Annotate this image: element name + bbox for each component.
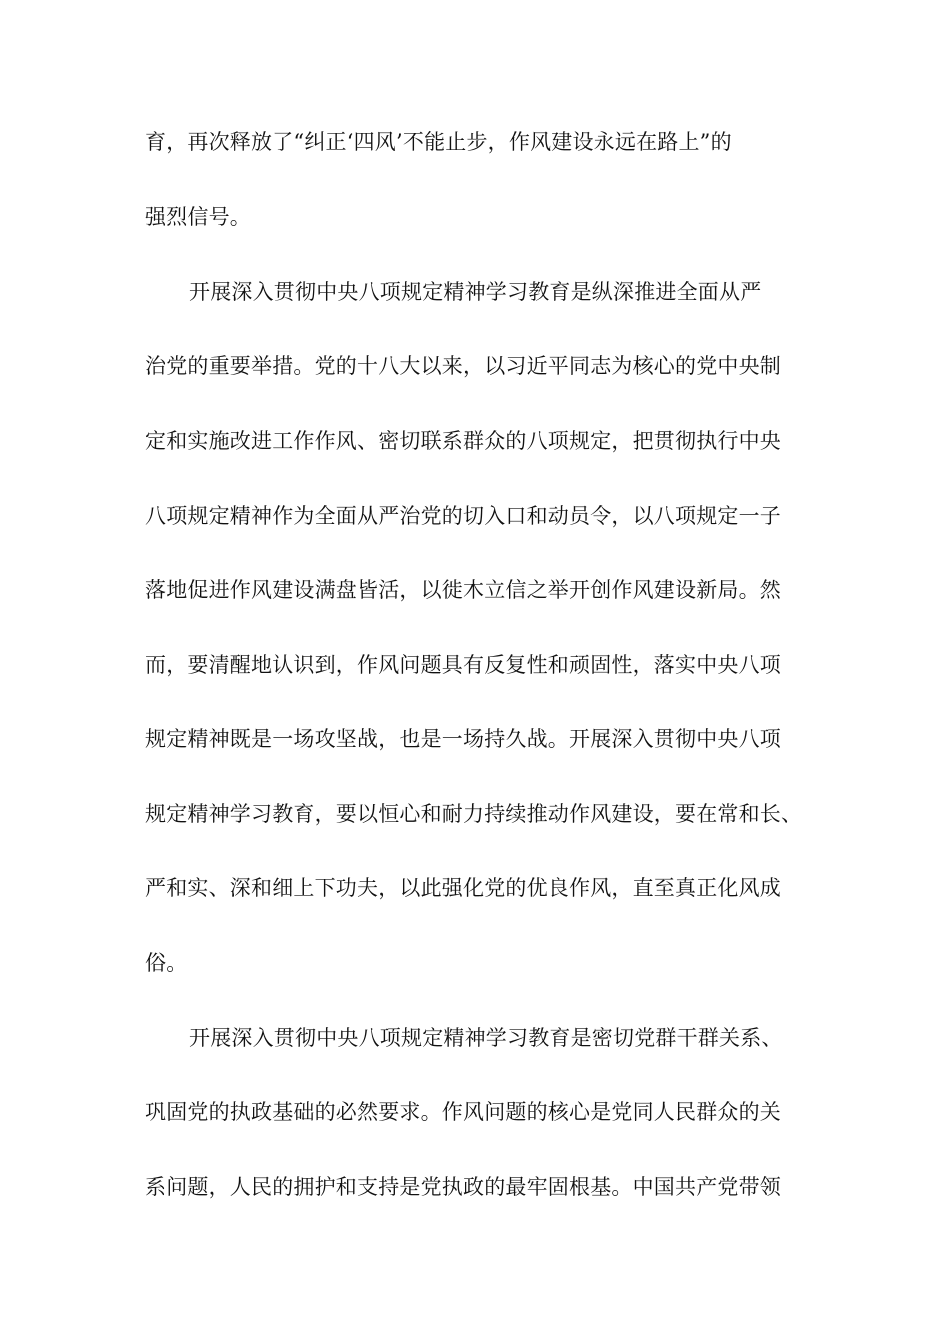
text-line: 俗。 <box>145 951 188 975</box>
paragraph-first-line: 开展深入贯彻中央八项规定精神学习教育是密切党群干群关系、 <box>189 1026 783 1050</box>
paragraph-first-line: 开展深入贯彻中央八项规定精神学习教育是纵深推进全面从严 <box>189 280 762 304</box>
text-line: 强烈信号。 <box>145 205 251 229</box>
text-line: 规定精神学习教育，要以恒心和耐力持续推动作风建设，要在常和长、 <box>145 802 803 826</box>
text-line: 巩固党的执政基础的必然要求。作风问题的核心是党同人民群众的关 <box>145 1100 781 1124</box>
text-line: 八项规定精神作为全面从严治党的切入口和动员令，以八项规定一子 <box>145 504 781 528</box>
text-line: 规定精神既是一场攻坚战，也是一场持久战。开展深入贯彻中央八项 <box>145 727 781 751</box>
text-line: 系问题，人民的拥护和支持是党执政的最牢固根基。中国共产党带领 <box>145 1175 781 1199</box>
text-line: 定和实施改进工作作风、密切联系群众的八项规定，把贯彻执行中央 <box>145 429 781 453</box>
text-line: 严和实、深和细上下功夫，以此强化党的优良作风，直至真正化风成 <box>145 876 781 900</box>
text-line: 而，要清醒地认识到，作风问题具有反复性和顽固性，落实中央八项 <box>145 653 781 677</box>
text-line: 治党的重要举措。党的十八大以来，以习近平同志为核心的党中央制 <box>145 354 781 378</box>
text-line: 落地促进作风建设满盘皆活，以徙木立信之举开创作风建设新局。然 <box>145 578 781 602</box>
text-line: 育，再次释放了“纠正‘四风’不能止步，作风建设永远在路上”的 <box>145 130 732 154</box>
